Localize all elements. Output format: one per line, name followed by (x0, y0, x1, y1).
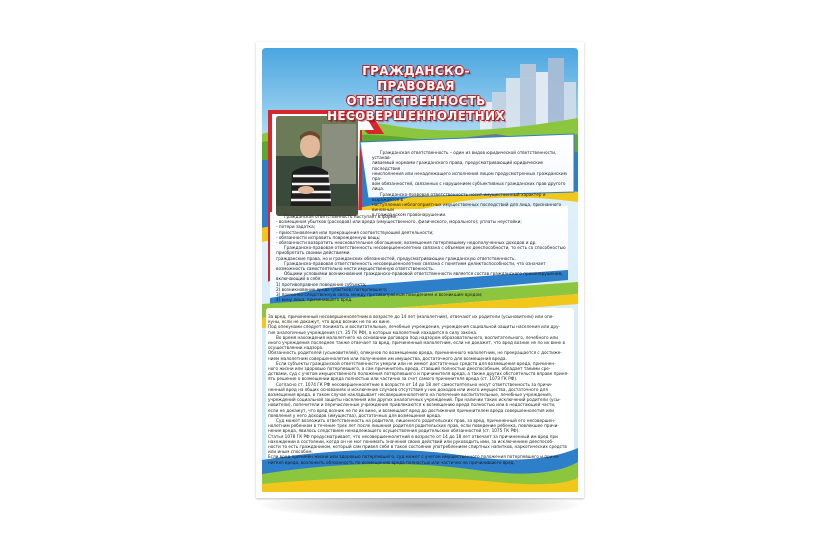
text-line: нолетним ребенком в течение трех лет после лишения родителя родительских прав, если поведение ребенка, повлекшее причи- (268, 423, 559, 429)
text-line: Гражданско-правовая ответственность носит имущественный характер и выражается в (372, 191, 546, 202)
text-line: включающий в себя: (276, 276, 322, 282)
text-line: куны, если не докажут, что вред возник не по их вине. (268, 319, 391, 325)
liability-text-block (268, 314, 572, 465)
title-line: НЕСОВЕРШЕННОЛЕТНИХ (327, 109, 505, 123)
text-line: Общими условиями возникновения гражданско-правовой ответственности является состав гражданского правонарушения, (284, 271, 563, 277)
text-line: Гражданско-правовая ответственность несовершеннолетних связана с понятием деликтоспособности, что означает (284, 260, 546, 266)
poster-title (326, 64, 506, 124)
text-line: 3) причинно-следственную связь между противоправным поведением и возникшим вредом; (276, 292, 483, 298)
text-line: Если субъекты гражданской ответственности умерли или не имеют достаточных средств для возмещения вреда, причинен- (276, 360, 556, 366)
text-line: учреждений социальной защиты населения или других аналогичных учреждений. При наличии таких исключений родители (усы- (268, 397, 561, 403)
forms-text-block (276, 214, 568, 302)
text-line: - возмещения убытков (расходов) или вреда (имущественного, физического, морального); уплаты неустойки; (276, 219, 522, 225)
text-line: неисполнения или ненадлежащего исполнения лицом предусмотренных гражданским пра- (372, 170, 567, 182)
text-line: Под опекунами следует понимать и воспитательные, лечебные учреждения, учреждения социальной защиты населения или дру- (268, 324, 561, 330)
text-line: Гражданская ответственность наступает в форме: (284, 214, 398, 219)
text-line: возможность самостоятельно нести имущественную ответственность. (276, 266, 435, 272)
text-line: Во время нахождения малолетнего на основании договора под надзором образовательного, воспитательного, лечебного или (276, 334, 558, 340)
text-line: нахождении в состоянии, когда он не мог понимать значения своих действий или руководить ими, за исключением дееспособ- (268, 438, 554, 444)
text-line: Обязанность родителей (усыновителей), опекунов по возмещению вреда, причиненного малолетним, не прекращается с достиже- (268, 350, 562, 356)
text-line: ности то есть гражданином, который сам привел себя в такое состояние употреблением спиртных напитков, наркотических средств или иным способом. (268, 444, 567, 455)
text-line: иного учреждения последнее также отвечает за вред, причиненный малолетним, если не докажет, что вред возник не по их вине в (268, 340, 565, 346)
title-line: ГРАЖДАНСКО-ПРАВОВАЯ (362, 64, 470, 93)
text-line: вом обязанностей, связанных с нарушением субъективных гражданских прав другого лица. (372, 181, 566, 192)
text-line: - приостановления или прекращения соответствующей деятельности; (276, 229, 434, 235)
text-line: появления у него доходов (имущества), достаточных для возмещения вреда. (268, 412, 442, 418)
text-line: ять решение о возмещении вреда полностью или частично за счет самого причинителя вреда (ст. 1073 ГК РФ). (268, 376, 518, 382)
text-line: в гражданском правонарушении. (372, 212, 447, 218)
text-line: 4) вину лица, причинившего вред. (276, 297, 353, 303)
teenager-photo (276, 116, 358, 216)
text-line: возмещения вреда, в таком случае накладывает несовершеннолетнего на попечение воспитательные, лечебные учреждения, (268, 392, 553, 398)
text-line: дствами, суд с учетом имущественного положения потерпевшего и причинителя вреда, а также других обстоятельств вправе приня- (268, 371, 569, 377)
text-line: гражданские права, но и гражданских обязанностей, предусматривающих гражданскую ответственность. (276, 255, 516, 261)
text-line: нение вреда, явилось следствием ненадлежащего осуществления родительских обязанностей (ст. 1075 ГК РФ). (268, 428, 520, 434)
text-line: ненный вред на общих основаниях и исключение случаев отсутствия у них доходов или иного имущества, достаточного для (268, 386, 548, 392)
text-line: наступлении неблагоприятных имущественных последствий для лица, признанного виновным (372, 202, 562, 213)
text-line: новители), попечители и перечисленные учреждения привлекаются к возмещению вреда полностью или в недостающей части, (268, 402, 556, 408)
definition-text-block (372, 150, 570, 218)
text-line: 1) противоправное поведение субъекта; (276, 281, 367, 287)
text-line: ного жизни или здоровью потерпевшего, а сам причинитель вреда, ставший полностью дееспособным, обладает такими сре- (268, 366, 551, 372)
text-line: Гражданско-правовая ответственность несовершеннолетних связана с объемом их дееспособности, то есть со способностью приобретать своими действиями (276, 245, 566, 256)
text-line: Согласно ст. 1074 ГК РФ несовершеннолетние в возрасте от 14 до 18 лет самостоятельно несут ответственность за причи- (276, 381, 553, 387)
text-line: нителя вреда, возложить обязанность по возмещению вреда полностью или частично на причинившего вред. (268, 459, 515, 465)
title-line: ОТВЕТСТВЕННОСТЬ (346, 94, 486, 108)
text-line: - потери задатка; (276, 224, 316, 230)
text-line: Гражданская ответственность – один из видов юридической ответственности, устанав- (372, 150, 557, 161)
text-line: ливаемый нормами гражданского права, предусматривающий юридические последствия (372, 160, 544, 171)
text-line: гие аналогичные учреждения (ст. 35 ГК РФ), в которых малолетний находится в силу закона. (268, 329, 478, 335)
text-line: нием малолетним совершеннолетия или получением им имущества, достаточного для возмещения вреда. (268, 355, 507, 361)
text-line: - обязанности возвратить неосновательное обогащение; возмещения потерпевшему недополученных доходов и др. (276, 240, 537, 246)
text-line: осуществлении надзора. (268, 345, 324, 351)
text-line: Статья 1078 ГК РФ предусматривает, что несовершеннолетний в возрасте от 14 до 18 лет отвечает за причиненный им вред при (268, 433, 558, 439)
text-line: Если вред причинен жизни или здоровью потерпевшего, суд может с учетом имущественного положения потерпевшего и причи- (268, 454, 560, 460)
text-line: если не докажут, что вред возник не по их вине, и возмещают вред до достижения причинителем вреда совершеннолетия или (268, 407, 555, 413)
text-line: - обязанности исправить поврежденную вещь; (276, 234, 381, 240)
poster (256, 42, 584, 498)
text-line: 2) возникновение вреда (убытков) потерпевшего; (276, 286, 388, 292)
text-line: За вред, причиненный несовершеннолетним в возрасте до 14 лет (малолетним), отвечают их родители (усыновители) или опе- (268, 314, 554, 319)
text-line: Суд может возложить ответственность на родителя, лишенного родительских прав, за вред, причиненный его несовершен- (276, 418, 556, 424)
